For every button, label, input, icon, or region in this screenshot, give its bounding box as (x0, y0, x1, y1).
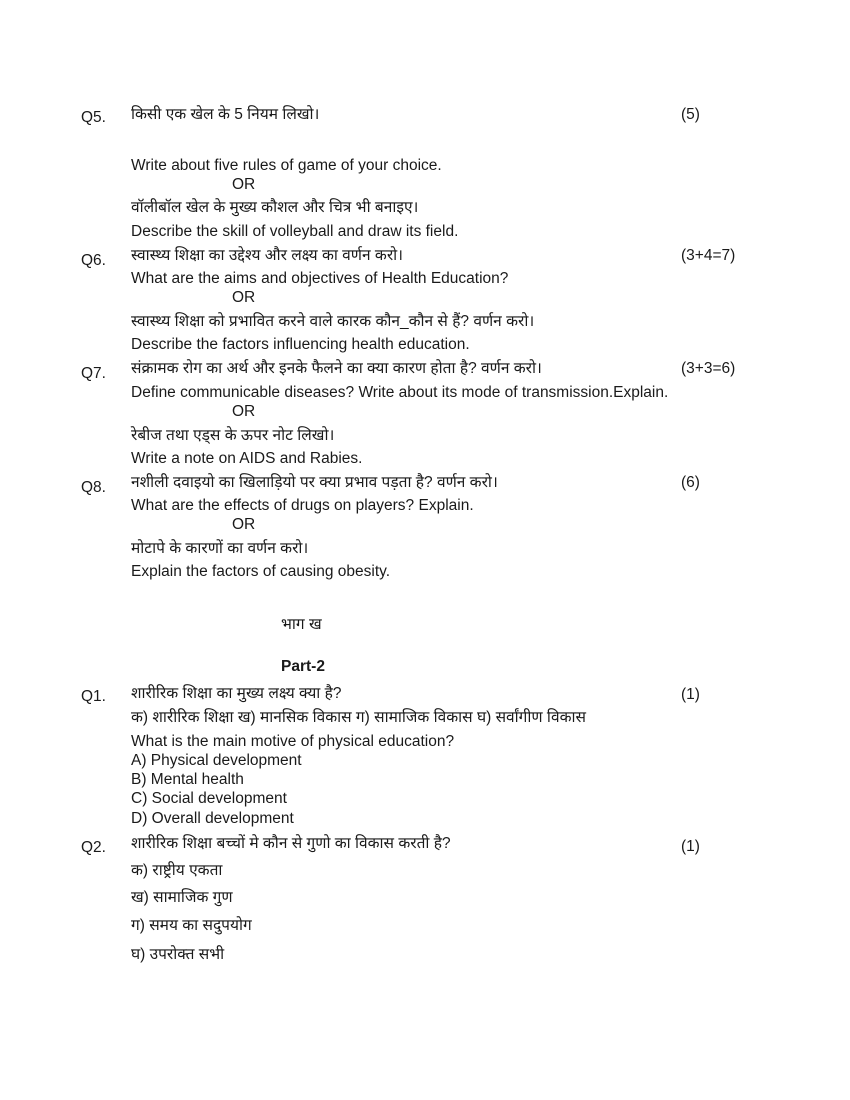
question-hindi: शारीरिक शिक्षा बच्चों मे कौन से गुणो का विकास करती है? (131, 835, 451, 852)
option: C) Social development (131, 790, 287, 807)
section-title: Part-2 (281, 658, 325, 675)
or-label: OR (232, 289, 256, 306)
marks: (6) (681, 474, 700, 491)
question-number: Q5. (81, 109, 106, 126)
question-english: What is the main motive of physical education? (131, 733, 455, 750)
or-label: OR (232, 176, 256, 193)
question-english: Define communicable diseases? Write about its mode of transmission.Explain. (131, 384, 669, 401)
question-hindi: शारीरिक शिक्षा का मुख्य लक्ष्य क्या है? (131, 685, 342, 702)
marks: (1) (681, 838, 700, 855)
or-label: OR (232, 516, 256, 533)
question-english: What are the effects of drugs on players? Explain. (131, 497, 474, 514)
alt-question-english: Describe the skill of volleyball and draw its field. (131, 223, 459, 240)
alt-question-hindi: स्वास्थ्य शिक्षा को प्रभावित करने वाले कारक कौन_कौन से हैं? वर्णन करो। (131, 313, 535, 330)
question-hindi: स्वास्थ्य शिक्षा का उद्देश्य और लक्ष्य का वर्णन करो। (131, 247, 404, 264)
alt-question-hindi: मोटापे के कारणों का वर्णन करो। (131, 540, 309, 557)
section-title-hindi: भाग ख (281, 616, 322, 633)
alt-question-english: Explain the factors of causing obesity. (131, 563, 391, 580)
question-number: Q1. (81, 688, 106, 705)
question-number: Q6. (81, 252, 106, 269)
option: क) राष्ट्रीय एकता (131, 862, 223, 879)
question-number: Q8. (81, 479, 106, 496)
alt-question-english: Write a note on AIDS and Rabies. (131, 450, 363, 467)
alt-question-english: Describe the factors influencing health education. (131, 336, 470, 353)
question-hindi: किसी एक खेल के 5 नियम लिखो। (131, 106, 320, 123)
question-number: Q2. (81, 839, 106, 856)
option: D) Overall development (131, 810, 294, 827)
question-english: What are the aims and objectives of Health Education? (131, 270, 509, 287)
options-hindi: क) शारीरिक शिक्षा ख) मानसिक विकास ग) सामाजिक विकास घ) सर्वांगीण विकास (131, 709, 586, 726)
marks: (1) (681, 686, 700, 703)
alt-question-hindi: वॉलीबॉल खेल के मुख्य कौशल और चित्र भी बनाइए। (131, 199, 419, 216)
question-hindi: संक्रामक रोग का अर्थ और इनके फैलने का क्या कारण होता है? वर्णन करो। (131, 360, 542, 377)
marks: (3+4=7) (681, 247, 736, 264)
option: घ) उपरोक्त सभी (131, 946, 225, 963)
question-english: Write about five rules of game of your choice. (131, 157, 442, 174)
question-number: Q7. (81, 365, 106, 382)
alt-question-hindi: रेबीज तथा एड्स के ऊपर नोट लिखो। (131, 427, 335, 444)
option: A) Physical development (131, 752, 302, 769)
option: ख) सामाजिक गुण (131, 889, 233, 906)
or-label: OR (232, 403, 256, 420)
option: B) Mental health (131, 771, 244, 788)
option: ग) समय का सदुपयोग (131, 917, 252, 934)
marks: (3+3=6) (681, 360, 736, 377)
marks: (5) (681, 106, 700, 123)
question-hindi: नशीली दवाइयो का खिलाड़ियो पर क्या प्रभाव पड़ता है? वर्णन करो। (131, 474, 498, 491)
